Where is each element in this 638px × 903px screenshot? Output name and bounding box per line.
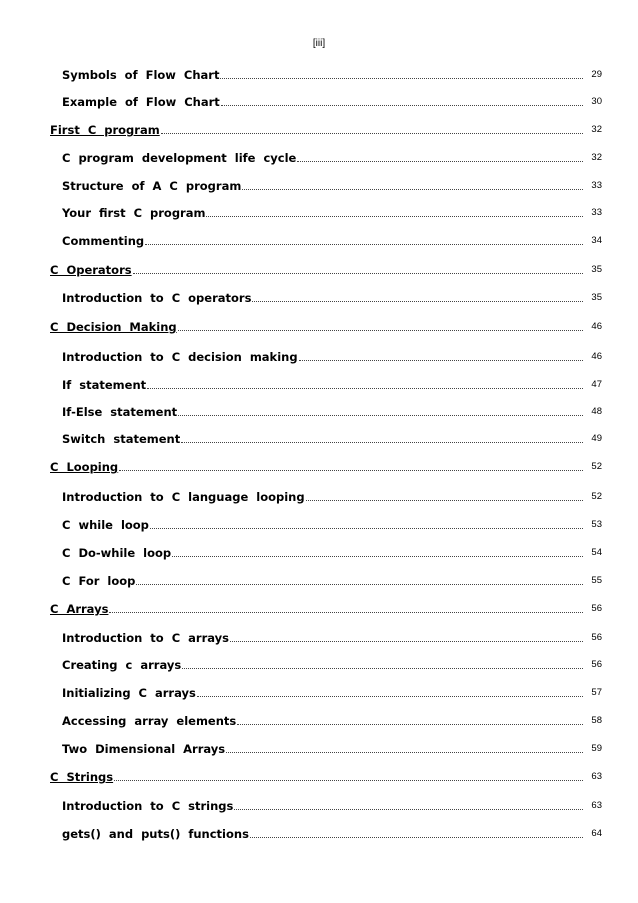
dot-leader bbox=[150, 527, 583, 529]
toc-entry-page-number: 57 bbox=[591, 687, 602, 698]
dot-leader bbox=[299, 359, 583, 361]
dot-leader bbox=[237, 723, 583, 725]
toc-entry-title: C Operators bbox=[50, 263, 132, 277]
toc-entry-page-number: 32 bbox=[591, 124, 602, 135]
dot-leader bbox=[133, 272, 583, 274]
toc-entry-page-number: 52 bbox=[591, 491, 602, 502]
toc-entry bbox=[0, 121, 638, 137]
toc-entry bbox=[0, 430, 638, 446]
toc-entry-title: If statement bbox=[62, 378, 147, 392]
page-number: [iii] bbox=[312, 38, 326, 49]
toc-entry-title: Two Dimensional Arrays bbox=[62, 742, 226, 756]
dot-leader bbox=[221, 104, 583, 106]
toc-entry-title: First C program bbox=[50, 123, 160, 137]
dot-leader bbox=[226, 751, 583, 753]
dot-leader bbox=[252, 300, 583, 302]
toc-entry-page-number: 53 bbox=[591, 519, 602, 530]
toc-entry bbox=[0, 740, 638, 756]
toc-entry bbox=[0, 572, 638, 588]
toc-entry-title: Introduction to C operators bbox=[62, 291, 252, 305]
toc-entry-page-number: 34 bbox=[591, 235, 602, 246]
toc-entry bbox=[0, 516, 638, 532]
toc-entry bbox=[0, 768, 638, 784]
dot-leader bbox=[161, 132, 583, 134]
toc-entry-page-number: 64 bbox=[591, 828, 602, 839]
dot-leader bbox=[306, 499, 583, 501]
dot-leader bbox=[182, 667, 583, 669]
toc-entry-title: Creating c arrays bbox=[62, 658, 182, 672]
toc-entry bbox=[0, 656, 638, 672]
toc-entry-page-number: 46 bbox=[591, 321, 602, 332]
toc-entry-page-number: 59 bbox=[591, 743, 602, 754]
toc-entry bbox=[0, 544, 638, 560]
toc-entry-page-number: 56 bbox=[591, 659, 602, 670]
toc-entry-title: C while loop bbox=[62, 518, 149, 532]
toc-entry-title: C Arrays bbox=[50, 602, 109, 616]
dot-leader bbox=[147, 387, 583, 389]
toc-entry-title: Initializing C arrays bbox=[62, 686, 196, 700]
toc-entry bbox=[0, 93, 638, 109]
dot-leader bbox=[181, 441, 583, 443]
toc-entry bbox=[0, 376, 638, 392]
toc-entry-title: C Looping bbox=[50, 460, 119, 474]
toc-entry-title: gets() and puts() functions bbox=[62, 827, 249, 841]
toc-entry bbox=[0, 66, 638, 82]
toc-entry-page-number: 30 bbox=[591, 96, 602, 107]
dot-leader bbox=[109, 611, 583, 613]
dot-leader bbox=[172, 555, 583, 557]
toc-entry-page-number: 47 bbox=[591, 379, 602, 390]
toc-entry-page-number: 35 bbox=[591, 292, 602, 303]
toc-entry bbox=[0, 261, 638, 277]
toc-entry bbox=[0, 684, 638, 700]
toc-entry-title: If-Else statement bbox=[62, 405, 178, 419]
toc-entry-title: Accessing array elements bbox=[62, 714, 237, 728]
toc-entry-title: Symbols of Flow Chart bbox=[62, 68, 220, 82]
dot-leader bbox=[197, 695, 583, 697]
toc-entry-title: Commenting bbox=[62, 234, 145, 248]
toc-entry bbox=[0, 797, 638, 813]
toc-entry bbox=[0, 289, 638, 305]
toc-entry bbox=[0, 712, 638, 728]
toc-entry-page-number: 56 bbox=[591, 632, 602, 643]
dot-leader bbox=[206, 215, 583, 217]
toc-entry-page-number: 54 bbox=[591, 547, 602, 558]
toc-entry-page-number: 33 bbox=[591, 180, 602, 191]
dot-leader bbox=[178, 329, 583, 331]
toc-entry bbox=[0, 488, 638, 504]
toc-entry-title: C Strings bbox=[50, 770, 114, 784]
dot-leader bbox=[234, 808, 583, 810]
toc-entry-page-number: 63 bbox=[591, 771, 602, 782]
toc-entry-title: C Do-while loop bbox=[62, 546, 172, 560]
toc-entry-title: C program development life cycle bbox=[62, 151, 297, 165]
toc-entry-page-number: 29 bbox=[591, 69, 602, 80]
toc-entry-page-number: 63 bbox=[591, 800, 602, 811]
dot-leader bbox=[220, 77, 583, 79]
toc-entry-page-number: 32 bbox=[591, 152, 602, 163]
dot-leader bbox=[145, 243, 583, 245]
toc-entry bbox=[0, 204, 638, 220]
dot-leader bbox=[297, 160, 583, 162]
toc-entry bbox=[0, 177, 638, 193]
dot-leader bbox=[119, 469, 583, 471]
toc-entry-title: Introduction to C language looping bbox=[62, 490, 305, 504]
toc-entry bbox=[0, 458, 638, 474]
dot-leader bbox=[178, 414, 583, 416]
toc-entry-title: Your first C program bbox=[62, 206, 206, 220]
dot-leader bbox=[230, 640, 583, 642]
toc-entry-title: Switch statement bbox=[62, 432, 181, 446]
toc-entry-title: Introduction to C arrays bbox=[62, 631, 229, 645]
toc-entry bbox=[0, 600, 638, 616]
toc-entry-title: Structure of A C program bbox=[62, 179, 242, 193]
toc-entry bbox=[0, 149, 638, 165]
toc-entry-page-number: 55 bbox=[591, 575, 602, 586]
toc-entry bbox=[0, 232, 638, 248]
toc-entry-title: C Decision Making bbox=[50, 320, 177, 334]
dot-leader bbox=[114, 779, 583, 781]
toc-entry-page-number: 46 bbox=[591, 351, 602, 362]
toc-entry bbox=[0, 629, 638, 645]
toc-entry-page-number: 48 bbox=[591, 406, 602, 417]
toc-entry-page-number: 56 bbox=[591, 603, 602, 614]
toc-entry-page-number: 58 bbox=[591, 715, 602, 726]
toc-entry-page-number: 49 bbox=[591, 433, 602, 444]
toc-entry-page-number: 35 bbox=[591, 264, 602, 275]
dot-leader bbox=[242, 188, 583, 190]
toc-entry bbox=[0, 825, 638, 841]
toc-entry bbox=[0, 403, 638, 419]
toc-entry-title: Introduction to C decision making bbox=[62, 350, 298, 364]
dot-leader bbox=[136, 583, 583, 585]
toc-entry-title: C For loop bbox=[62, 574, 136, 588]
toc-entry-title: Introduction to C strings bbox=[62, 799, 234, 813]
toc-entry bbox=[0, 318, 638, 334]
toc-entry-page-number: 33 bbox=[591, 207, 602, 218]
toc-entry-page-number: 52 bbox=[591, 461, 602, 472]
dot-leader bbox=[250, 836, 583, 838]
toc-entry-title: Example of Flow Chart bbox=[62, 95, 220, 109]
toc-entry bbox=[0, 348, 638, 364]
